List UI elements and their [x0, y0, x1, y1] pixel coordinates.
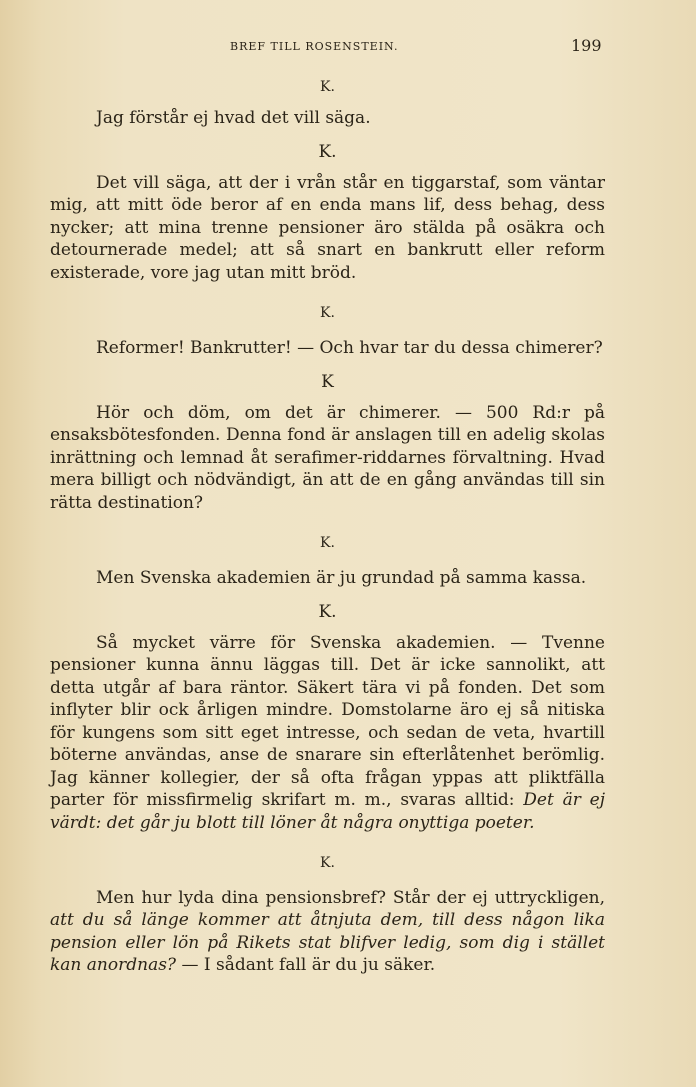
paragraph: Reformer! Bankrutter! — Och hvar tar du dessa chimerer? [96, 337, 603, 358]
paragraph: Men Svenska akademien är ju grundad på samma kassa. [96, 567, 587, 588]
paragraph: Hör och döm, om det är chimerer. — 500 Rd:r på ensaksbötesfonden. Denna fond är anslagen till en adelig skolas inrättning och lemnad åt serafimer-riddarnes förvaltning. Hvad mera billigt och nödvändigt, än att de en gång användas till sin rätta destination? [50, 402, 605, 513]
paragraph: Jag förstår ej hvad det vill säga. [96, 107, 371, 128]
paragraph: Det vill säga, att der i vrån står en tiggarstaf, som väntar mig, att mitt öde beror af en enda mans lif, dess behag, dess nycker; att mina trenne pensioner äro stälda på osäkra och detournerade medel; att så snart en bankrutt eller reform existerade, vore jag utan mitt bröd. [50, 172, 605, 283]
speaker-label: K. [320, 79, 335, 95]
paragraph-text: — I sådant fall är du ju säker. [176, 955, 436, 975]
paragraph [50, 632, 605, 835]
page-number: 199 [571, 36, 602, 55]
paragraph [50, 887, 605, 977]
italic-quote: Det är ej värdt: det går ju blott till löner åt några onyttiga poeter. [50, 790, 605, 833]
paragraph-text: Men hur lyda dina pensionsbref? Står der ej uttryckligen, [96, 887, 605, 908]
speaker-label: K. [318, 142, 337, 162]
speaker-label: K. [320, 305, 335, 321]
speaker-label: K. [320, 855, 335, 871]
italic-quote: att du så länge kommer att åtnjuta dem, till dess någon lika pension eller lön på Rikets stat blifver ledig, som dig i stället kan anordnas? [50, 910, 605, 975]
speaker-label: K. [318, 602, 337, 622]
paragraph-text: Så mycket värre för Svenska akademien. — Tvenne pensioner kunna ännu läggas till. Det är icke sannolikt, att detta utgår af bara räntor. Säkert tära vi på fonden. Det som inflyter blir ock årligen mindre. Domstolarne äro ej så nitiska för kungens som sitt eget intresse, och sedan de veta, hvartill böterne användas, anse de snarare sin efterlåtenhet berömlig. Jag känner kollegier, der så ofta frågan yppas att pliktfälla parter för missfirmelig skrifart m. m., svaras alltid: [50, 632, 605, 810]
page-body [50, 76, 605, 977]
speaker-label: K. [320, 535, 335, 551]
page-header [0, 36, 696, 56]
running-head: BREF TILL ROSENSTEIN. [230, 40, 399, 53]
speaker-label: K [321, 372, 334, 392]
